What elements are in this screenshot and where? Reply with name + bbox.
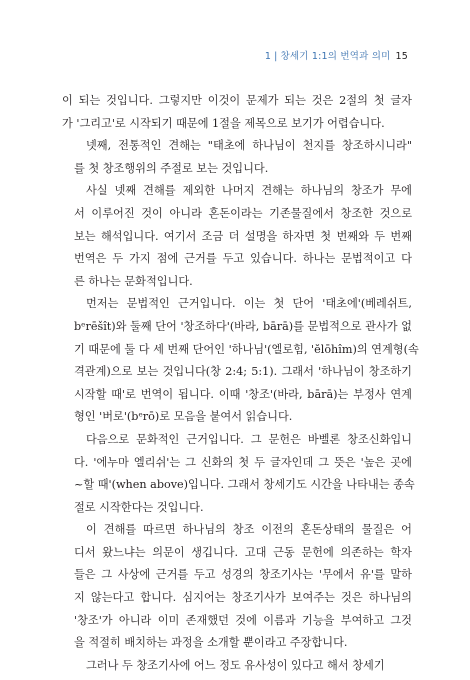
header-separator: |: [274, 51, 278, 62]
paragraph: [62, 655, 412, 678]
paragraph: [62, 293, 419, 429]
chapter-title: 창세기 1:1의 번역과 의미: [280, 51, 391, 62]
text-line: 을 적절히 배치하는 과정을 소개할 뿐이라고 주장합니다.: [74, 636, 348, 650]
text-line: 다. '에누마 엘리쉬'는 그 신화의 첫 두 글자인데 그 뜻은 '높은 곳에: [74, 455, 412, 469]
text-line: 른 하나는 문화적입니다.: [74, 274, 193, 288]
text-line: 서 이루어진 것이 아니라 혼돈이라는 기존물질에서 창조한 것으로: [74, 206, 412, 220]
text-line: 다음으로 문화적인 근거입니다. 그 문헌은 바벨론 창조신화입니: [86, 432, 412, 446]
page-number: 15: [395, 51, 408, 62]
text-line: 번역은 두 가지 점에 근거를 두고 있습니다. 하나는 문법적이고 다: [74, 252, 412, 266]
text-line: 그러나 두 창조기사에 어느 정도 유사성이 있다고 해서 창세기: [86, 658, 385, 672]
running-header: [265, 48, 408, 62]
text-line: bᵉrēšît)와 둘째 단어 '창조하다'(바라, bārā)를 문법적으로 관사가 없: [74, 319, 412, 333]
text-line: '창조'가 아니라 이미 존재했던 것에 이름과 기능을 부여하고 그것: [74, 613, 412, 627]
paragraph: [62, 180, 412, 293]
text-line: ~할 때'(when above)입니다. 그래서 창세기도 시간을 나타내는 종속: [74, 478, 415, 492]
text-line: 이 견해를 따르면 하나님의 창조 이전의 혼돈상태의 물질은 어: [86, 523, 412, 537]
body-text: [62, 90, 419, 677]
text-line: 기 때문에 둘 다 세 번째 단어인 '하나님'(엘로힘, 'ĕlōhîm)의 연계형(속: [74, 342, 419, 356]
text-line: 먼저는 문법적인 근거입니다. 이는 첫 단어 '태초에'(베레쉬트,: [86, 297, 412, 311]
text-line: 들은 그 사상에 근거를 두고 성경의 창조기사는 '무에서 유'를 말하: [74, 568, 412, 582]
text-line: 형인 '버로'(bᵉrō)로 모음을 붙여서 읽습니다.: [74, 410, 293, 424]
text-line: 지 않는다고 합니다. 심지어는 창조기사가 보여주는 것은 하나님의: [74, 591, 412, 605]
paragraph: [62, 90, 412, 135]
text-line: 보는 해석입니다. 여기서 조금 더 설명을 하자면 첫 번째와 두 번째: [74, 229, 412, 243]
paragraph: [62, 429, 415, 519]
text-line: 사실 넷째 견해를 제외한 나머지 견해는 하나님의 창조가 무에: [86, 184, 412, 198]
text-line: 절로 시작한다는 것입니다.: [74, 500, 204, 514]
text-line: 넷째, 전통적인 견해는 "태초에 하나님이 천지를 창조하시니라": [86, 139, 412, 153]
text-line: 가 '그리고'로 시작되기 때문에 1절을 제목으로 보기가 어렵습니다.: [62, 116, 385, 130]
text-line: 디서 왔느냐는 의문이 생깁니다. 고대 근동 문헌에 의존하는 학자: [74, 545, 412, 559]
text-line: 격관계)으로 보는 것입니다(창 2:4; 5:1). 그래서 '하나님이 창조하기: [74, 365, 412, 379]
paragraph: [62, 135, 412, 180]
chapter-number: 1: [264, 51, 272, 62]
paragraph: [62, 519, 412, 655]
text-line: 시작할 때'로 번역이 됩니다. 이때 '창조'(바라, bārā)는 부정사 연계: [74, 387, 412, 401]
text-line: 를 첫 창조행위의 주절로 보는 것입니다.: [74, 161, 269, 175]
text-line: 이 되는 것입니다. 그렇지만 이것이 문제가 되는 것은 2절의 첫 글자: [62, 94, 412, 107]
